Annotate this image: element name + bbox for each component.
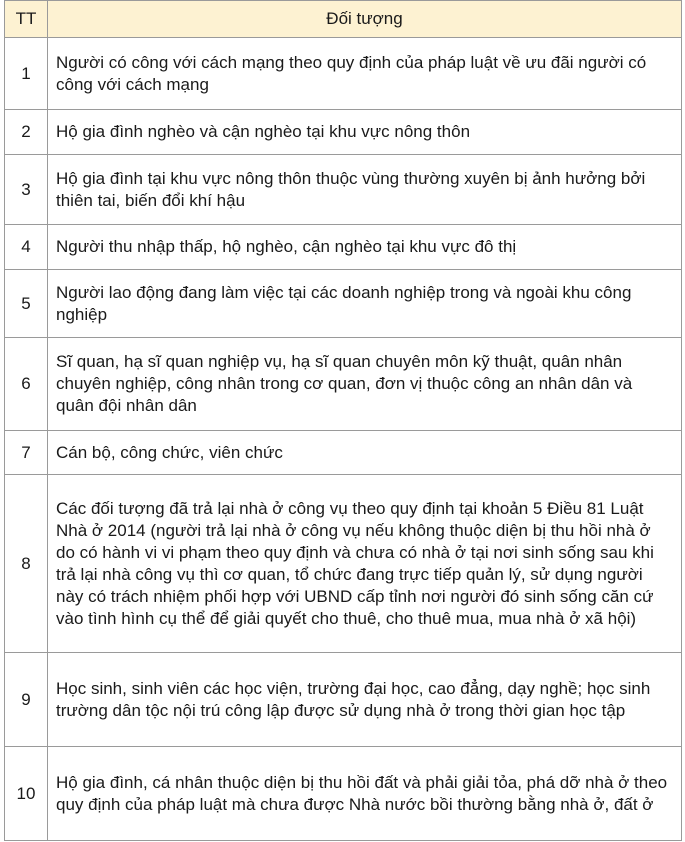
table-row [5, 225, 682, 270]
table-row [5, 38, 682, 110]
row-number: 9 [5, 653, 48, 747]
table-row [5, 270, 682, 338]
table-row [5, 338, 682, 431]
row-subject: Các đối tượng đã trả lại nhà ở công vụ theo quy định tại khoản 5 Điều 81 Luật Nhà ở 2014 (người trả lại nhà ở công vụ nếu không thuộc diện bị thu hồi nhà ở do có hành vi vi phạm theo quy định và chưa có nhà ở tại nơi sinh sống sau khi trả lại nhà công vụ thì cơ quan, tổ chức đang trực tiếp quản lý, sử dụng người này có trách nhiệm phối hợp với UBND cấp tỉnh nơi người đó sinh sống căn cứ vào tình hình cụ thể để giải quyết cho thuê, cho thuê mua, mua nhà ở xã hội) [48, 475, 682, 653]
table-row [5, 110, 682, 155]
row-number: 4 [5, 225, 48, 270]
row-number: 2 [5, 110, 48, 155]
row-number: 10 [5, 747, 48, 841]
row-number: 6 [5, 338, 48, 431]
row-subject: Người thu nhập thấp, hộ nghèo, cận nghèo tại khu vực đô thị [48, 225, 682, 270]
row-number: 8 [5, 475, 48, 653]
row-subject: Sĩ quan, hạ sĩ quan nghiệp vụ, hạ sĩ quan chuyên môn kỹ thuật, quân nhân chuyên nghiệp, công nhân trong cơ quan, đơn vị thuộc công an nhân dân và quân đội nhân dân [48, 338, 682, 431]
table-row [5, 747, 682, 841]
row-number: 3 [5, 155, 48, 225]
row-subject: Cán bộ, công chức, viên chức [48, 431, 682, 475]
row-subject: Học sinh, sinh viên các học viện, trường đại học, cao đẳng, dạy nghề; học sinh trường dân tộc nội trú công lập được sử dụng nhà ở trong thời gian học tập [48, 653, 682, 747]
beneficiary-table [4, 0, 682, 841]
row-subject: Hộ gia đình nghèo và cận nghèo tại khu vực nông thôn [48, 110, 682, 155]
column-header-number: TT [5, 1, 48, 38]
table-header-row [5, 1, 682, 38]
row-subject: Người lao động đang làm việc tại các doanh nghiệp trong và ngoài khu công nghiệp [48, 270, 682, 338]
row-number: 1 [5, 38, 48, 110]
table-row [5, 653, 682, 747]
row-number: 7 [5, 431, 48, 475]
row-number: 5 [5, 270, 48, 338]
table-row [5, 155, 682, 225]
table-row [5, 475, 682, 653]
row-subject: Hộ gia đình tại khu vực nông thôn thuộc vùng thường xuyên bị ảnh hưởng bởi thiên tai, biến đổi khí hậu [48, 155, 682, 225]
column-header-subject: Đối tượng [48, 1, 682, 38]
row-subject: Hộ gia đình, cá nhân thuộc diện bị thu hồi đất và phải giải tỏa, phá dỡ nhà ở theo quy định của pháp luật mà chưa được Nhà nước bồi thường bằng nhà ở, đất ở [48, 747, 682, 841]
row-subject: Người có công với cách mạng theo quy định của pháp luật về ưu đãi người có công với cách mạng [48, 38, 682, 110]
table-row [5, 431, 682, 475]
